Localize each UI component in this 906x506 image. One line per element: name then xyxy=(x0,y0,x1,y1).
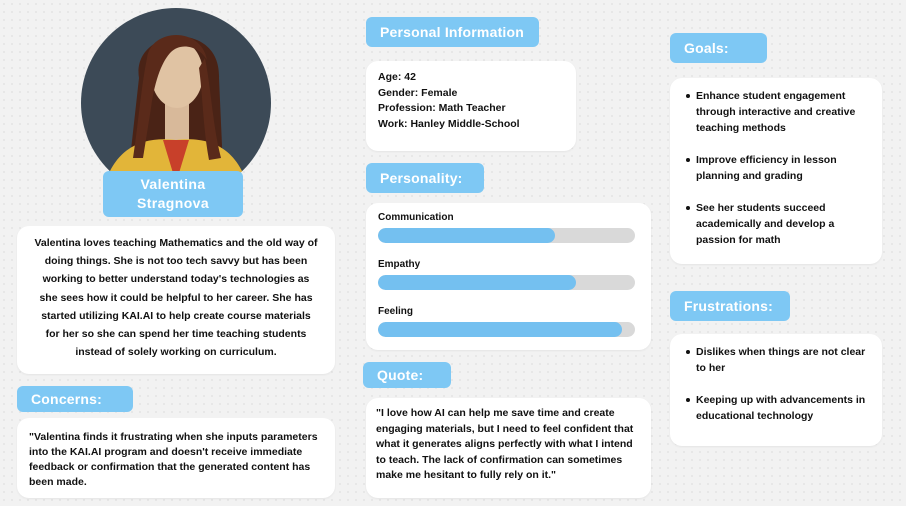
personality-card xyxy=(366,203,651,350)
trait-feeling-bar xyxy=(378,322,635,337)
trait-feeling-fill xyxy=(378,322,622,337)
concerns-card xyxy=(17,418,335,498)
goal-item: Enhance student engagement through interactive and creative teaching methods xyxy=(696,88,872,136)
personality-heading: Personality: xyxy=(366,163,484,193)
concerns-text: "Valentina finds it frustrating when she inputs parameters into the KAI.AI program and doesn't receive immediate feedback or confirmation that the generated content has been made. xyxy=(29,431,318,488)
goals-card xyxy=(670,78,882,264)
trait-communication-label: Communication xyxy=(378,212,454,223)
frustration-item: Dislikes when things are not clear to her xyxy=(696,344,872,376)
bio-text: Valentina loves teaching Mathematics and the old way of doing things. She is not too tech savvy but has been working to better understand today's technologies as she sees how it could be helpful to her career. She has started utilizing KAI.AI to help create course materials for her so she can spend her time teaching students instead of solely working on curriculum. xyxy=(34,237,318,359)
bio-card xyxy=(17,226,335,374)
age-field: Age: 42 xyxy=(378,71,416,83)
goal-item: See her students succeed academically and develop a passion for math xyxy=(696,200,872,248)
woman-portrait-icon xyxy=(81,8,271,198)
frustrations-heading: Frustrations: xyxy=(670,291,790,321)
name-badge xyxy=(103,171,243,217)
trait-communication-bar xyxy=(378,228,635,243)
trait-communication-fill xyxy=(378,228,555,243)
quote-heading: Quote: xyxy=(363,362,451,388)
gender-field: Gender: Female xyxy=(378,86,458,99)
frustration-item: Keeping up with advancements in educational technology xyxy=(696,392,872,424)
personal-info-heading: Personal Information xyxy=(366,17,539,47)
personal-info-card xyxy=(366,61,576,151)
first-name: Valentina xyxy=(140,176,206,192)
trait-empathy-fill xyxy=(378,275,576,290)
trait-feeling-label: Feeling xyxy=(378,306,414,317)
last-name: Stragnova xyxy=(136,195,210,211)
profession-field: Profession: Math Teacher xyxy=(378,102,506,114)
avatar xyxy=(81,8,271,198)
frustrations-list xyxy=(696,344,872,424)
quote-text: "I love how AI can help me save time and create engaging materials, but I need to feel confident that what it generates aligns perfectly with what I intend to teach. The lack of confirmation can sometimes make me hesitant to fully rely on it." xyxy=(376,407,634,481)
trait-empathy-bar xyxy=(378,275,635,290)
goals-heading: Goals: xyxy=(670,33,767,63)
concerns-heading: Concerns: xyxy=(17,386,133,412)
trait-empathy-label: Empathy xyxy=(378,259,421,270)
frustrations-card xyxy=(670,334,882,446)
goal-item: Improve efficiency in lesson planning and grading xyxy=(696,152,872,184)
work-field: Work: Hanley Middle-School xyxy=(378,117,520,130)
goals-list xyxy=(696,88,872,248)
quote-card xyxy=(366,398,651,498)
